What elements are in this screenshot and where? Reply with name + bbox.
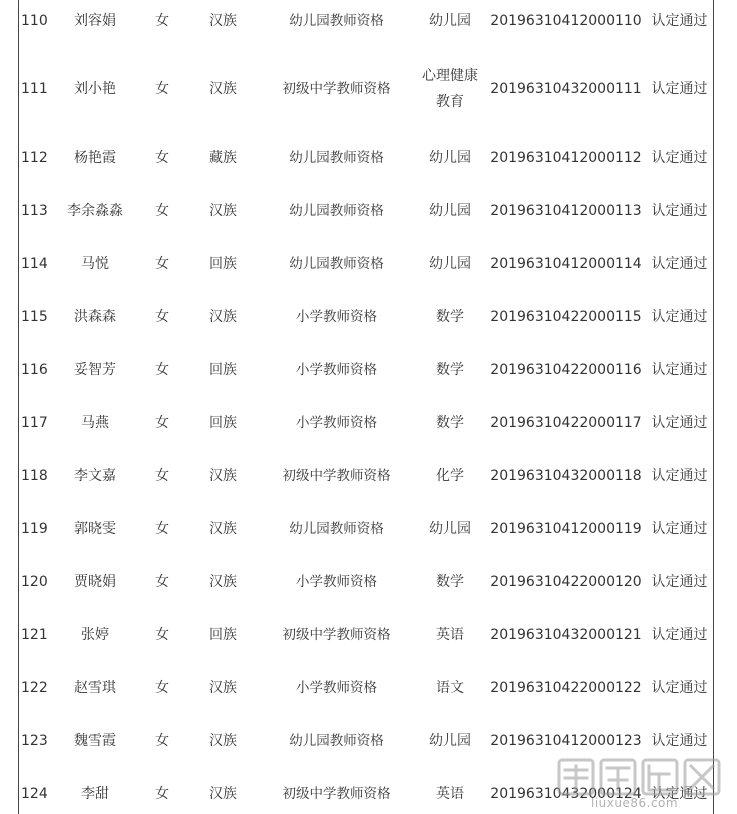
cell-subject: 数学	[436, 414, 464, 431]
cell-name: 妥智芳	[74, 361, 116, 378]
cell-serial: 118	[21, 467, 48, 484]
cell-serial: 122	[21, 679, 48, 696]
cell-result: 认定通过	[651, 81, 708, 97]
cell-name: 李余淼淼	[67, 202, 123, 219]
cell-result: 认定通过	[651, 679, 708, 696]
cell-cert-number: 20196310422000122	[490, 679, 642, 696]
cell-qualification: 小学教师资格	[296, 414, 377, 431]
table-body	[19, 0, 713, 814]
cell-result: 认定通过	[651, 308, 708, 325]
cell-result: 认定通过	[651, 732, 708, 749]
table-row	[19, 47, 713, 131]
cell-qualification: 初级中学教师资格	[282, 626, 391, 643]
teacher-qualification-table	[19, 0, 713, 814]
cell-result: 认定通过	[651, 467, 708, 484]
cell-name: 马燕	[81, 414, 109, 431]
cell-name: 洪森森	[74, 308, 116, 325]
cell-ethnicity: 回族	[209, 361, 237, 378]
cell-serial: 119	[21, 520, 48, 537]
cell-serial: 110	[21, 12, 48, 29]
cell-ethnicity: 汉族	[209, 732, 237, 749]
cell-gender: 女	[155, 414, 169, 431]
table-row	[19, 237, 713, 290]
cell-qualification: 初级中学教师资格	[282, 785, 391, 802]
cell-ethnicity: 藏族	[209, 149, 237, 166]
cell-result: 认定通过	[651, 12, 708, 29]
cell-qualification: 小学教师资格	[296, 679, 377, 696]
cell-gender: 女	[155, 679, 169, 696]
cell-result: 认定通过	[651, 626, 708, 643]
cell-cert-number: 20196310422000120	[490, 573, 642, 590]
cell-cert-number: 20196310432000118	[490, 467, 642, 484]
cell-serial: 115	[21, 308, 48, 325]
cell-qualification: 幼儿园教师资格	[289, 255, 384, 272]
cell-gender: 女	[155, 202, 169, 219]
cell-name: 李甜	[81, 785, 109, 802]
table-row	[19, 767, 713, 814]
cell-subject: 化学	[436, 467, 464, 484]
cell-name: 张婷	[81, 626, 109, 643]
cell-subject: 幼儿园	[429, 732, 471, 749]
cell-result: 认定通过	[651, 785, 708, 802]
cell-result: 认定通过	[651, 414, 708, 431]
cell-serial: 121	[21, 626, 48, 643]
cell-qualification: 幼儿园教师资格	[289, 520, 384, 537]
cell-result: 认定通过	[651, 573, 708, 590]
cell-ethnicity: 汉族	[209, 679, 237, 696]
cell-result: 认定通过	[651, 149, 708, 166]
table-row	[19, 714, 713, 767]
cell-qualification: 幼儿园教师资格	[289, 202, 384, 219]
cell-gender: 女	[155, 732, 169, 749]
cell-ethnicity: 汉族	[209, 12, 237, 29]
table-row	[19, 184, 713, 237]
cell-cert-number: 20196310432000124	[490, 785, 642, 802]
cell-gender: 女	[155, 149, 169, 166]
cell-result: 认定通过	[651, 202, 708, 219]
table-row	[19, 131, 713, 184]
table-row	[19, 396, 713, 449]
cell-cert-number: 20196310432000121	[490, 626, 642, 643]
cell-cert-number: 20196310412000123	[490, 732, 642, 749]
cell-cert-number: 20196310412000114	[490, 255, 642, 272]
cell-name: 马悦	[81, 255, 109, 272]
cell-gender: 女	[155, 467, 169, 484]
cell-ethnicity: 汉族	[209, 785, 237, 802]
cell-ethnicity: 汉族	[209, 520, 237, 537]
cell-name: 郭晓雯	[74, 520, 116, 537]
cell-name: 李文嘉	[74, 467, 116, 484]
cell-qualification: 幼儿园教师资格	[289, 149, 384, 166]
table-row	[19, 290, 713, 343]
cell-name: 赵雪琪	[74, 679, 116, 696]
cell-name: 杨艳霞	[74, 149, 116, 166]
cell-serial: 116	[21, 361, 48, 378]
cell-cert-number: 20196310432000111	[490, 81, 642, 97]
cell-cert-number: 20196310422000117	[490, 414, 642, 431]
cell-name: 魏雪霞	[74, 732, 116, 749]
cell-name: 贾晓娟	[74, 573, 116, 590]
cell-ethnicity: 汉族	[209, 308, 237, 325]
cell-gender: 女	[155, 573, 169, 590]
cell-cert-number: 20196310412000119	[490, 520, 642, 537]
cell-qualification: 幼儿园教师资格	[289, 12, 384, 29]
cell-subject: 幼儿园	[429, 12, 471, 29]
cell-subject: 数学	[436, 573, 464, 590]
cell-serial: 120	[21, 573, 48, 590]
table-row	[19, 608, 713, 661]
table-row	[19, 0, 713, 47]
cell-result: 认定通过	[651, 255, 708, 272]
cell-qualification: 小学教师资格	[296, 361, 377, 378]
cell-name: 刘容娟	[74, 12, 116, 29]
table-row	[19, 343, 713, 396]
cell-gender: 女	[155, 361, 169, 378]
cell-gender: 女	[155, 308, 169, 325]
cell-ethnicity: 回族	[209, 255, 237, 272]
table-row	[19, 555, 713, 608]
cell-subject: 英语	[436, 626, 464, 643]
cell-gender: 女	[155, 81, 169, 97]
cell-gender: 女	[155, 255, 169, 272]
cell-cert-number: 20196310422000116	[490, 361, 642, 378]
cell-ethnicity: 回族	[209, 626, 237, 643]
cell-ethnicity: 汉族	[209, 467, 237, 484]
cell-ethnicity: 汉族	[209, 202, 237, 219]
cell-subject: 幼儿园	[429, 202, 471, 219]
cell-subject: 英语	[436, 785, 464, 802]
table-row	[19, 661, 713, 714]
cell-name: 刘小艳	[74, 81, 116, 97]
cell-qualification: 小学教师资格	[296, 573, 377, 590]
cell-serial: 111	[21, 81, 48, 97]
cell-serial: 117	[21, 414, 48, 431]
cell-cert-number: 20196310412000112	[490, 149, 642, 166]
table-row	[19, 502, 713, 555]
cell-gender: 女	[155, 12, 169, 29]
cell-qualification: 初级中学教师资格	[282, 81, 391, 97]
cell-gender: 女	[155, 520, 169, 537]
cell-subject: 数学	[436, 361, 464, 378]
cell-serial: 112	[21, 149, 48, 166]
cell-cert-number: 20196310422000115	[490, 308, 642, 325]
cell-ethnicity: 回族	[209, 414, 237, 431]
cell-result: 认定通过	[651, 361, 708, 378]
cell-cert-number: 20196310412000110	[490, 12, 642, 29]
cell-serial: 113	[21, 202, 48, 219]
cell-cert-number: 20196310412000113	[490, 202, 642, 219]
cell-qualification: 小学教师资格	[296, 308, 377, 325]
cell-serial: 123	[21, 732, 48, 749]
table-right-border	[713, 0, 714, 814]
cell-gender: 女	[155, 785, 169, 802]
table-row	[19, 449, 713, 502]
cell-gender: 女	[155, 626, 169, 643]
cell-ethnicity: 汉族	[209, 573, 237, 590]
cell-qualification: 初级中学教师资格	[282, 467, 391, 484]
cell-serial: 114	[21, 255, 48, 272]
cell-subject: 心理健康教育	[422, 68, 478, 110]
cell-subject: 语文	[436, 679, 464, 696]
cell-qualification: 幼儿园教师资格	[289, 732, 384, 749]
cell-subject: 幼儿园	[429, 149, 471, 166]
cell-subject: 幼儿园	[429, 520, 471, 537]
cell-serial: 124	[21, 785, 48, 802]
cell-result: 认定通过	[651, 520, 708, 537]
cell-subject: 幼儿园	[429, 255, 471, 272]
cell-ethnicity: 汉族	[209, 81, 237, 97]
cell-subject: 数学	[436, 308, 464, 325]
watermark-site: liuxue86.com	[591, 796, 679, 810]
